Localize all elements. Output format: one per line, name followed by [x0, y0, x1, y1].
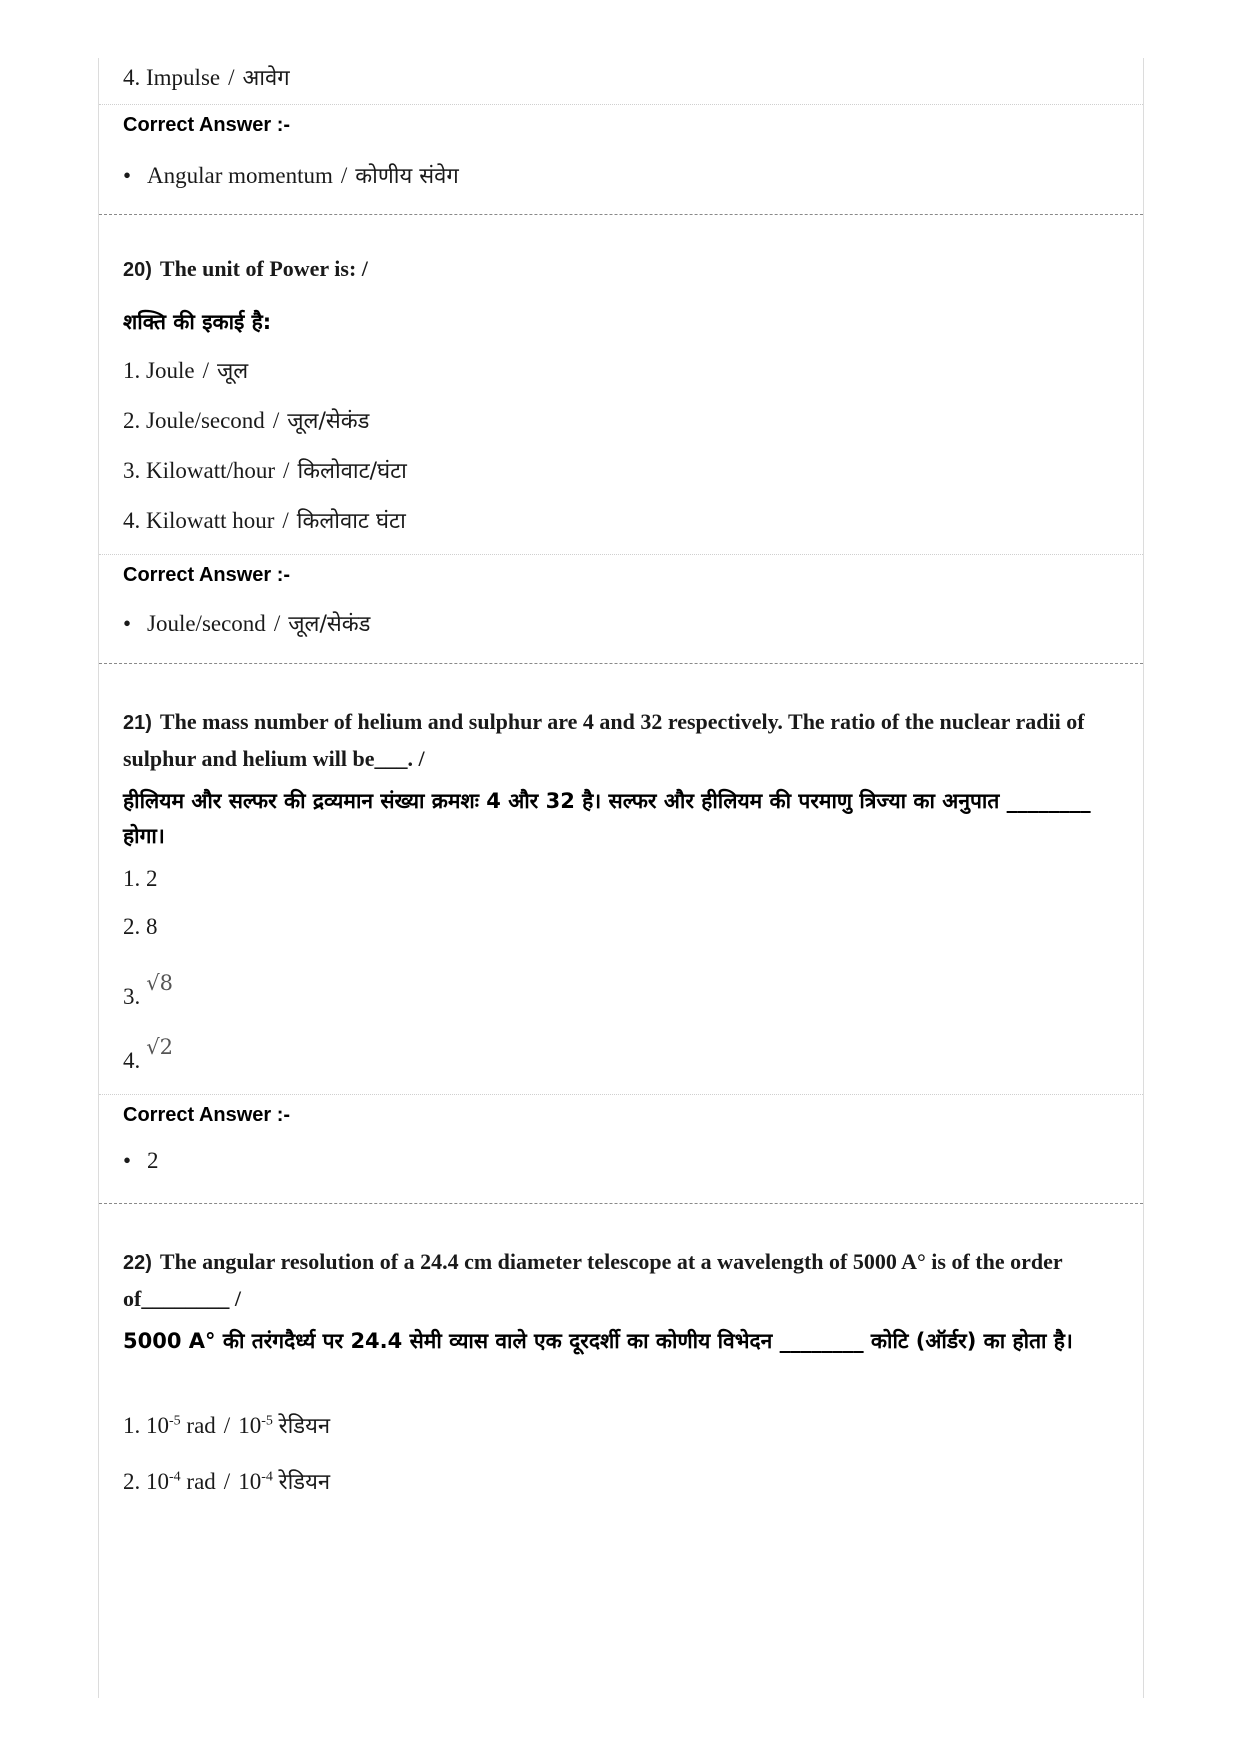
q21-option-4: 4.√2	[123, 1035, 173, 1073]
q21-option-2: 2. 8	[123, 914, 158, 939]
option-text-en: Impulse	[146, 65, 221, 90]
correct-answer-label: Correct Answer :-	[123, 1104, 291, 1126]
question-separator	[99, 1203, 1143, 1204]
q20-option-2: 2. Joule/second / जूल/सेकंड	[123, 408, 370, 434]
correct-answer-item: • 2	[123, 1148, 159, 1173]
question-number: 22)	[123, 1252, 152, 1274]
q22-option-1: 1. $10^{-5}$ rad / $10^{-5}$ रेडियन	[123, 1413, 331, 1439]
divider	[99, 554, 1143, 555]
question-number: 21)	[123, 712, 152, 734]
question-21-text-hi: हीलियम और सल्फर की द्रव्यमान संख्या क्रमशः 4 और 32 है। सल्फर और हीलियम की परमाणु त्रिज्या का अनुपात ________ होगा।	[123, 789, 1091, 848]
option-number: 4.	[123, 65, 141, 90]
question-separator	[99, 214, 1143, 215]
correct-answer-item: • Angular momentum / कोणीय संवेग	[123, 163, 459, 189]
q22-option-2: 2. $10^{-4}$ rad / $10^{-4}$ रेडियन	[123, 1469, 331, 1495]
correct-answer-label: Correct Answer :-	[123, 114, 291, 136]
prev-option-4: 4. Impulse / आवेग	[123, 65, 290, 91]
q20-option-4: 4. Kilowatt hour / किलोवाट घंटा	[123, 508, 406, 534]
question-21-text-en: 21) The mass number of helium and sulphur are 4 and 32 respectively. The ratio of the nuclear radii of sulphur and helium will be___. /	[123, 709, 1085, 771]
q21-option-3: 3.√8	[123, 971, 173, 1009]
q20-option-3: 3. Kilowatt/hour / किलोवाट/घंटा	[123, 458, 407, 484]
divider	[99, 1094, 1143, 1095]
question-20-text-hi: शक्ति की इकाई है:	[123, 310, 272, 334]
question-separator	[99, 663, 1143, 664]
divider	[99, 104, 1143, 105]
question-22-text-hi: 5000 A° की तरंगदैर्ध्य पर 24.4 सेमी व्यास वाले एक दूरदर्शी का कोणीय विभेदन ________ कोटि (ऑर्डर) का होता है।	[123, 1329, 1073, 1353]
question-number: 20)	[123, 259, 152, 281]
question-22-text-en: 22) The angular resolution of a 24.4 cm diameter telescope at a wavelength of 5000 A° is of the order of________ /	[123, 1249, 1063, 1311]
option-text-hi: आवेग	[242, 66, 290, 91]
correct-answer-item: • Joule/second / जूल/सेकंड	[123, 611, 371, 637]
correct-answer-label: Correct Answer :-	[123, 564, 291, 586]
q20-option-1: 1. Joule / जूल	[123, 358, 249, 384]
document-page	[98, 58, 1144, 1698]
q21-option-1: 1. 2	[123, 866, 158, 891]
question-20-text-en: 20) The unit of Power is: /	[123, 256, 368, 281]
